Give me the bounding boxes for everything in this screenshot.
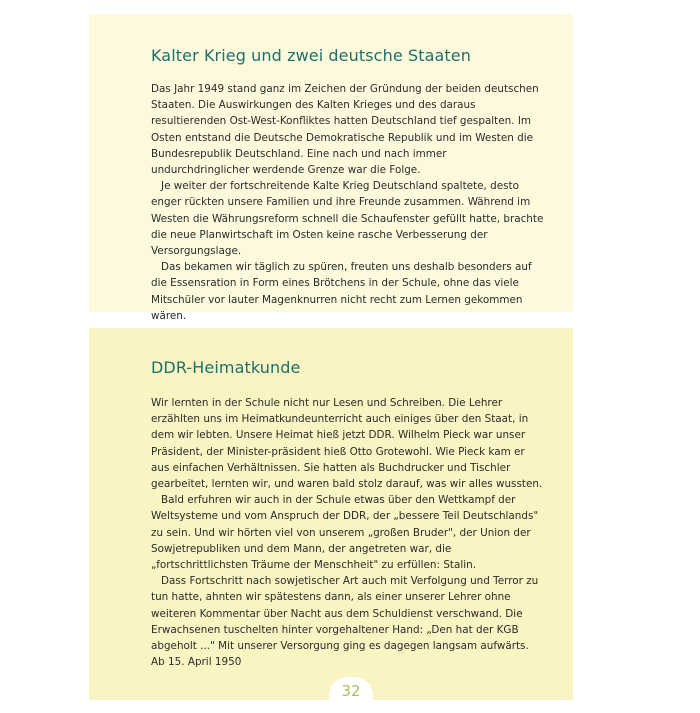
paragraph: Das Jahr 1949 stand ganz im Zeichen der Gründung der beiden deutschen Staaten. Die Auswirkungen des Kalten Krieges und des daraus resultierenden Ost-West-Konfliktes hatten Deutschland tief gespalten. Im Osten entstand die Deutsche Demokratische Republik und im Westen die Bundesrepublik Deutschland. Eine nach und nach immer undurchdringlicher werdende Grenze war die Folge. bbox=[151, 83, 539, 177]
paragraph: Das bekamen wir täglich zu spüren, freuten uns deshalb besonders auf die Essensration in Form eines Brötchens in der Schule, ohne das viele Mitschüler vor lauter Magenknurren nicht recht zum Lernen gekommen wären. bbox=[151, 261, 532, 322]
paragraph: Dass Fortschritt nach sowjetischer Art auch mit Verfolgung und Terror zu tun hatte, ahnten wir spätestens dann, als einer unserer Lehrer ohne weiteren Kommentar über Nacht aus dem Schuldienst verschwand. Die Erwachsenen tuschelten hinter vorgehaltener Hand: „Den hat der KGB abgeholt ..." Mit unserer Versorgung ging es dagegen langsam aufwärts. Ab 15. April 1950 bbox=[151, 575, 539, 669]
paragraph: Wir lernten in der Schule nicht nur Lesen und Schreiben. Die Lehrer erzählten uns im Heimatkundeunterricht auch einiges über den Staat, in dem wir lebten. Unsere Heimat hieß jetzt DDR. Wilhelm Pieck war unser Präsident, der Minister-präsident hieß Otto Grotewohl. Wie Pieck kam er aus einfachen Verhältnissen. Sie hatten als Buchdrucker und Tischler gearbeitet, lernten wir, und waren bald stolz darauf, was wir alles wussten. bbox=[151, 397, 543, 491]
section-ddr-heimatkunde bbox=[89, 328, 573, 700]
page-number: 32 bbox=[329, 677, 373, 713]
section-title: Kalter Krieg und zwei deutsche Staaten bbox=[151, 46, 471, 65]
paragraph: Bald erfuhren wir auch in der Schule etwas über den Wettkampf der Weltsysteme und vom Anspruch der DDR, der „bessere Teil Deutschlands" zu sein. Und wir hörten viel von unserem „großen Bruder", der Union der Sowjetrepubliken und dem Mann, der angetreten war, die „fortschrittlichsten Träume der Menschheit" zu erfüllen: Stalin. bbox=[151, 494, 539, 572]
section-title: DDR-Heimatkunde bbox=[151, 358, 301, 377]
paragraph: Je weiter der fortschreitende Kalte Krieg Deutschland spaltete, desto enger rückten unsere Familien und ihre Freunde zusammen. Während im Westen die Währungsreform schnell die Schaufenster gefüllt hatte, brachte die neue Planwirtschaft im Osten keine rasche Verbesserung der Versorgungslage. bbox=[151, 180, 544, 258]
section-kalter-krieg bbox=[89, 14, 573, 322]
